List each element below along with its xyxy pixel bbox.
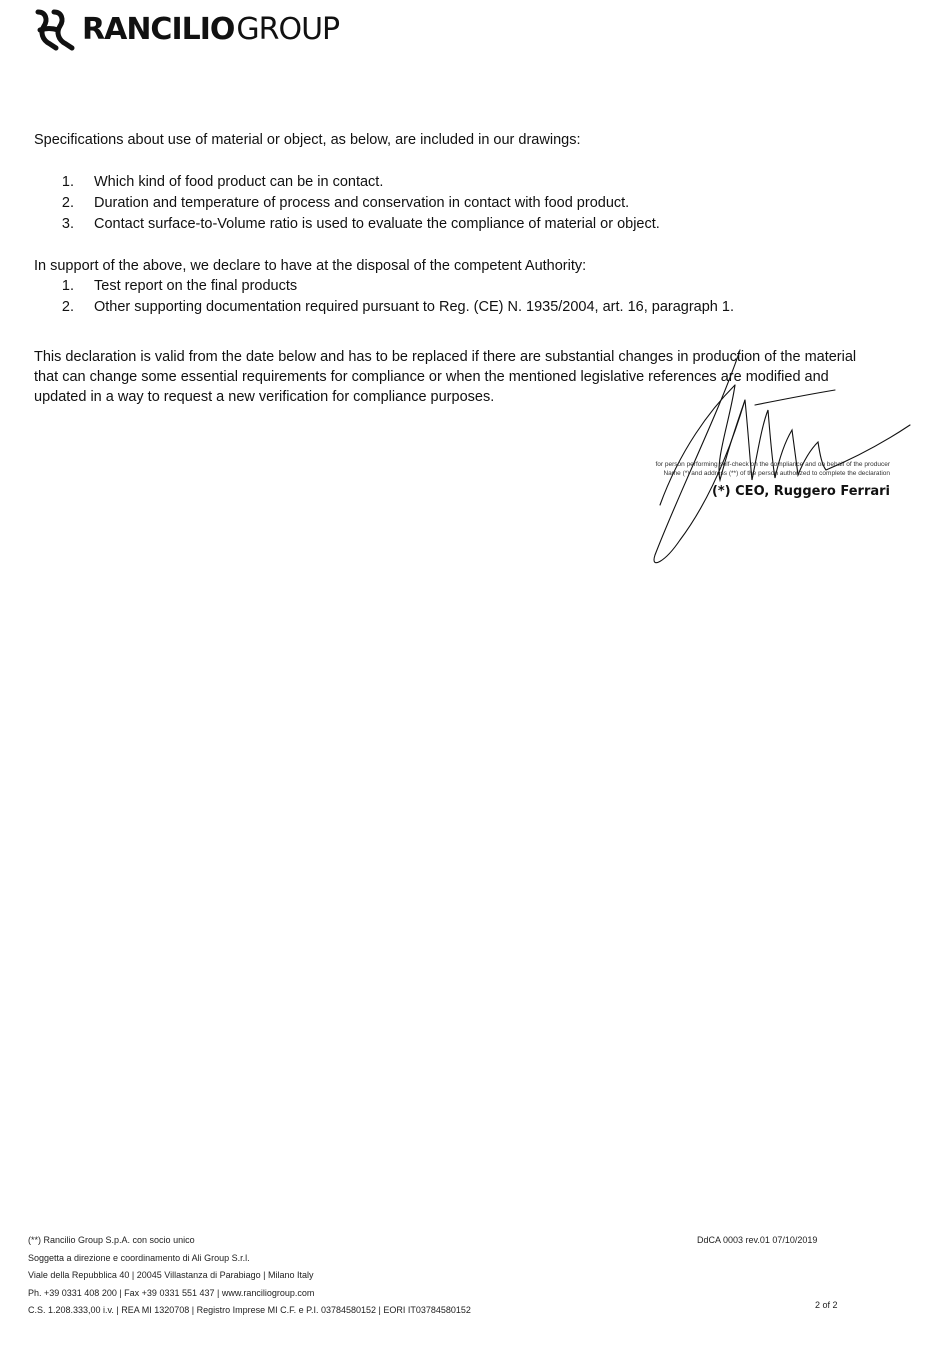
drawing-specifications-list (34, 172, 874, 235)
signer-name: (*) CEO, Ruggero Ferrari (711, 484, 890, 499)
logo-text-bold: RANCILIO (82, 11, 235, 47)
page-number: 2 of 2 (815, 1300, 838, 1310)
list-item (34, 297, 874, 318)
intro-paragraph: Specifications about use of material or object, as below, are included in our drawings: (34, 132, 581, 148)
signature-caption-line-1: for person performing self-check on the compliance and on behalf of the producer (655, 461, 890, 468)
list-number: 3. (61, 216, 74, 232)
company-footer (28, 1232, 471, 1320)
list-number: 2. (61, 299, 74, 315)
footer-line: Ph. +39 0331 408 200 | Fax +39 0331 551 437 | www.ranciliogroup.com (28, 1287, 315, 1298)
validity-paragraph: This declaration is valid from the date below and has to be replaced if there are substantial changes in production of the material that can change some essential requirements for compliance or when the mentioned legislative references are modified and updated in a way to request a new verification for compliance purposes. (34, 349, 857, 405)
document-reference: DdCA 0003 rev.01 07/10/2019 (697, 1235, 818, 1245)
list-text: Which kind of food product can be in contact. (94, 174, 384, 190)
list-item (34, 193, 874, 214)
list-text: Other supporting documentation required pursuant to Reg. (CE) N. 1935/2004, art. 16, paragraph 1. (94, 299, 734, 315)
company-logo (32, 6, 339, 52)
list-item (34, 276, 874, 297)
list-text: Contact surface-to-Volume ratio is used to evaluate the compliance of material or object. (94, 216, 660, 232)
list-text: Duration and temperature of process and conservation in contact with food product. (94, 195, 630, 211)
list-text: Test report on the final products (94, 278, 298, 294)
footer-line: C.S. 1.208.333,00 i.v. | REA MI 1320708 | Registro Imprese MI C.F. e P.I. 03784580152 | EORI IT03784580152 (28, 1305, 471, 1315)
supporting-documents-list (34, 276, 874, 318)
rancilio-logo-icon (32, 6, 78, 52)
list-item (34, 172, 874, 193)
support-paragraph: In support of the above, we declare to have at the disposal of the competent Authority: (34, 258, 587, 274)
footer-line: Soggetta a direzione e coordinamento di Ali Group S.r.l. (28, 1252, 250, 1263)
footer-line: (**) Rancilio Group S.p.A. con socio unico (28, 1235, 195, 1245)
list-number: 1. (61, 174, 74, 190)
list-item (34, 214, 874, 235)
logo-text-light: GROUP (236, 11, 340, 47)
list-number: 1. (61, 278, 74, 294)
list-number: 2. (61, 195, 74, 211)
signature-caption-line-2: Name (*) and address (**) of the person authorized to complete the declaration (663, 470, 890, 477)
footer-line: Viale della Repubblica 40 | 20045 Villastanza di Parabiago | Milano Italy (28, 1270, 314, 1280)
handwritten-signature (620, 330, 920, 570)
